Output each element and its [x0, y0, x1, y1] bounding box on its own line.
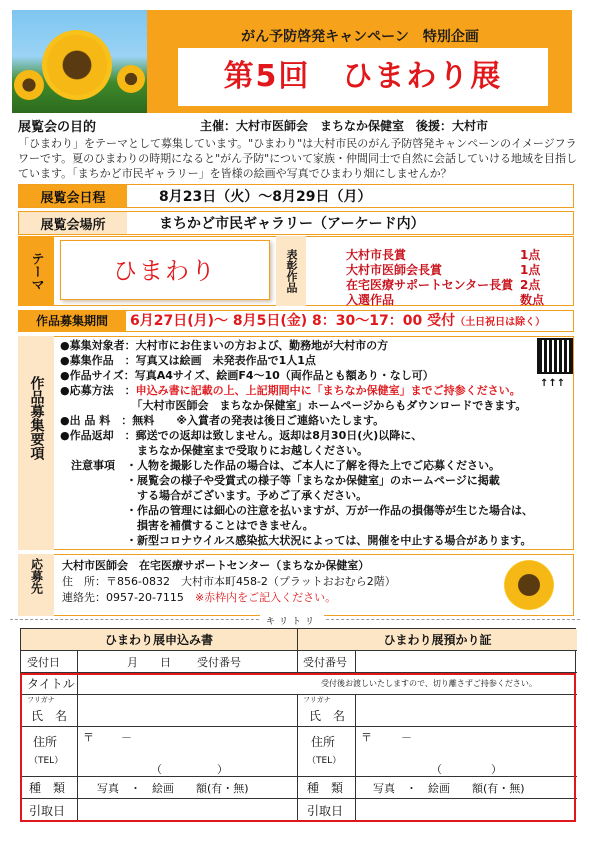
title-label: タイトル — [27, 677, 75, 691]
req-line: ・展覧会の様子や受賞式の様子等「まちなか保健室」のホームページに掲載 — [60, 474, 500, 487]
req-line: する場合がございます。予めご了承ください。 — [60, 489, 368, 502]
purpose-body: 「ひまわり」をテーマとして募集しています。"ひまわり"は大村市民のがん予防啓発キャンペーンのイメージフラワーです。夏のひまわりの時期になると"がん予防"について家族・仲間同士で自然に会話していける地域を目指しています。「まちかど市民ギャラリー」を皆様の絵画や写真でひまわり畑にしませんか？ — [18, 137, 578, 180]
campaign-title: がん予防啓発キャンペーン 特別企画 — [241, 29, 479, 45]
postal-mark: 〒 — [83, 731, 94, 744]
req-line: 「大村市医師会 まちなか保健室」ホームページからもダウンロードできます。 — [60, 399, 527, 412]
pickup-label: 引取日 — [29, 803, 66, 818]
address-label: 住所 — [311, 735, 336, 749]
purpose-label: 展覧会の目的 — [18, 120, 97, 135]
venue-row — [18, 211, 574, 235]
reception-date-label: 受付日 — [27, 655, 60, 669]
page-title: 第5回 ひまわり展 — [223, 59, 503, 94]
form-header-row — [21, 629, 577, 651]
type-label: 種 類 — [29, 781, 66, 795]
tel-paren-open: （ — [431, 763, 442, 776]
contact-box — [62, 557, 542, 613]
sunflower-icon — [504, 560, 554, 610]
furigana-label: フリガナ — [303, 696, 331, 704]
req-line: ・作品の管理には細心の注意を払いますが、万が一作品の損傷等が生じた場合は、 — [60, 504, 533, 517]
schedule-value: 8月23日（火）〜8月29日（月） — [159, 189, 372, 205]
postal-dash: － — [401, 731, 412, 744]
award-name: 大村市医師会長賞 — [346, 263, 443, 277]
reception-row — [21, 651, 577, 673]
period-note: （土日祝日は除く） — [455, 317, 546, 328]
reception-no-label: 受付番号 — [197, 655, 241, 669]
name-label: 氏 名 — [309, 709, 346, 723]
pickup-label: 引取日 — [307, 803, 344, 818]
req-line: 損害を補償することはできません。 — [60, 519, 314, 532]
right-reception-no-label: 受付番号 — [303, 655, 347, 669]
divider — [297, 651, 298, 672]
tel-paren-open: （ — [151, 763, 162, 776]
period-value: 6月27日(月)〜 8月5日(金) 8：30〜17：00 受付（土日祝日は除く） — [130, 313, 546, 329]
req-line: ●募集対象者：大村市にお住まいの方および、勤務地が大村市の方 — [60, 339, 389, 352]
req-line: 注意事項 ・人物を撮影した作品の場合は、ご本人に了解を得た上でご応募ください。 — [60, 459, 500, 472]
form-left-title: ひまわり展申込み書 — [104, 633, 213, 647]
name-label: 氏 名 — [31, 709, 68, 723]
venue-value: まちかど市民ギャラリー（アーケード内） — [159, 216, 425, 232]
award-count: 2点 — [520, 278, 541, 292]
awards-label: 表彰作品 — [276, 236, 306, 306]
award-count: 1点 — [520, 263, 541, 277]
venue-label: 展覧会場所 — [19, 212, 127, 234]
address-label: 住所 — [33, 735, 58, 749]
organizer-text: 主催：大村市医師会 まちなか保健室 後援：大村市 — [200, 119, 489, 133]
month-day[interactable]: 月 日 — [127, 655, 171, 669]
req-line: ●出 品 料 ：無料 ※入賞者の発表は後日ご連絡いたします。 — [60, 414, 385, 427]
contact-label: 応募先 — [18, 554, 54, 616]
required-fields-frame — [20, 673, 576, 822]
req-line: ●応募方法 ：申込み書に記載の上、上記期間中に「まちなか保健室」までご持参ください。 — [60, 384, 521, 397]
award-name: 入選作品 — [346, 293, 395, 307]
divider — [77, 651, 78, 672]
award-count: 数点 — [520, 293, 545, 307]
type-label: 種 類 — [307, 781, 344, 795]
req-line: まちなか保健室まで受取りにお越しください。 — [60, 444, 368, 457]
req-line: ・新型コロナウイルス感染拡大状況によっては、開催を中止する場合があります。 — [60, 534, 532, 547]
form-right-title: ひまわり展預かり証 — [383, 633, 492, 647]
divider — [355, 651, 356, 672]
contact-org: 大村市医師会 在宅医療サポートセンター（まちなか保健室） — [62, 559, 370, 572]
theme-value: ひまわり — [113, 257, 217, 285]
req-line: ●作品サイズ：写真A4サイズ、絵画F4〜10（両作品とも額あり・なし可） — [60, 369, 434, 382]
award-count: 1点 — [520, 248, 541, 262]
tel-label: （TEL） — [307, 756, 342, 766]
contact-address: 住 所：〒856-0832 大村市本町458-2（プラットおおむら2階） — [62, 575, 396, 588]
award-name: 在宅医療サポートセンター長賞 — [346, 278, 514, 292]
tel-paren-close: ） — [491, 763, 502, 776]
theme-label: テーマ — [18, 236, 54, 306]
receipt-note: 受付後お渡しいたしますので、切り離さずご持参ください。 — [321, 679, 537, 688]
tel-label: （TEL） — [29, 756, 64, 766]
theme-box — [60, 240, 270, 300]
qr-arrows: ↑↑↑ — [540, 378, 566, 389]
qr-code[interactable] — [537, 338, 573, 374]
type-value[interactable]: 写真 ・ 絵画 額(有・無) — [373, 781, 525, 795]
award-name: 大村市長賞 — [346, 248, 407, 262]
schedule-label: 展覧会日程 — [19, 185, 127, 207]
schedule-row — [18, 184, 574, 208]
furigana-label: フリガナ — [27, 696, 55, 704]
sunflower-photo — [12, 10, 147, 113]
postal-dash: － — [121, 731, 132, 744]
cut-label: キリトリ — [260, 614, 324, 627]
req-line: ●作品返却 ：郵送での返却は致しません。返却は8月30日(火)以降に、 — [60, 429, 423, 442]
period-label: 作品募集期間 — [18, 310, 126, 332]
requirements-label: 作品募集要項 — [18, 336, 54, 550]
title-box — [178, 48, 548, 106]
req-line: ●募集作品 ：写真又は絵画 未発表作品で1人1点 — [60, 354, 316, 367]
tel-paren-close: ） — [217, 763, 228, 776]
contact-phone: 連絡先：0957-20-7115 ※赤枠内をご記入ください。 — [62, 591, 337, 604]
method-red: 申込み書に記載の上、上記期間中に「まちなか保健室」までご持参ください。 — [135, 384, 521, 397]
postal-mark: 〒 — [361, 731, 372, 744]
type-value[interactable]: 写真 ・ 絵画 額(有・無) — [97, 781, 249, 795]
